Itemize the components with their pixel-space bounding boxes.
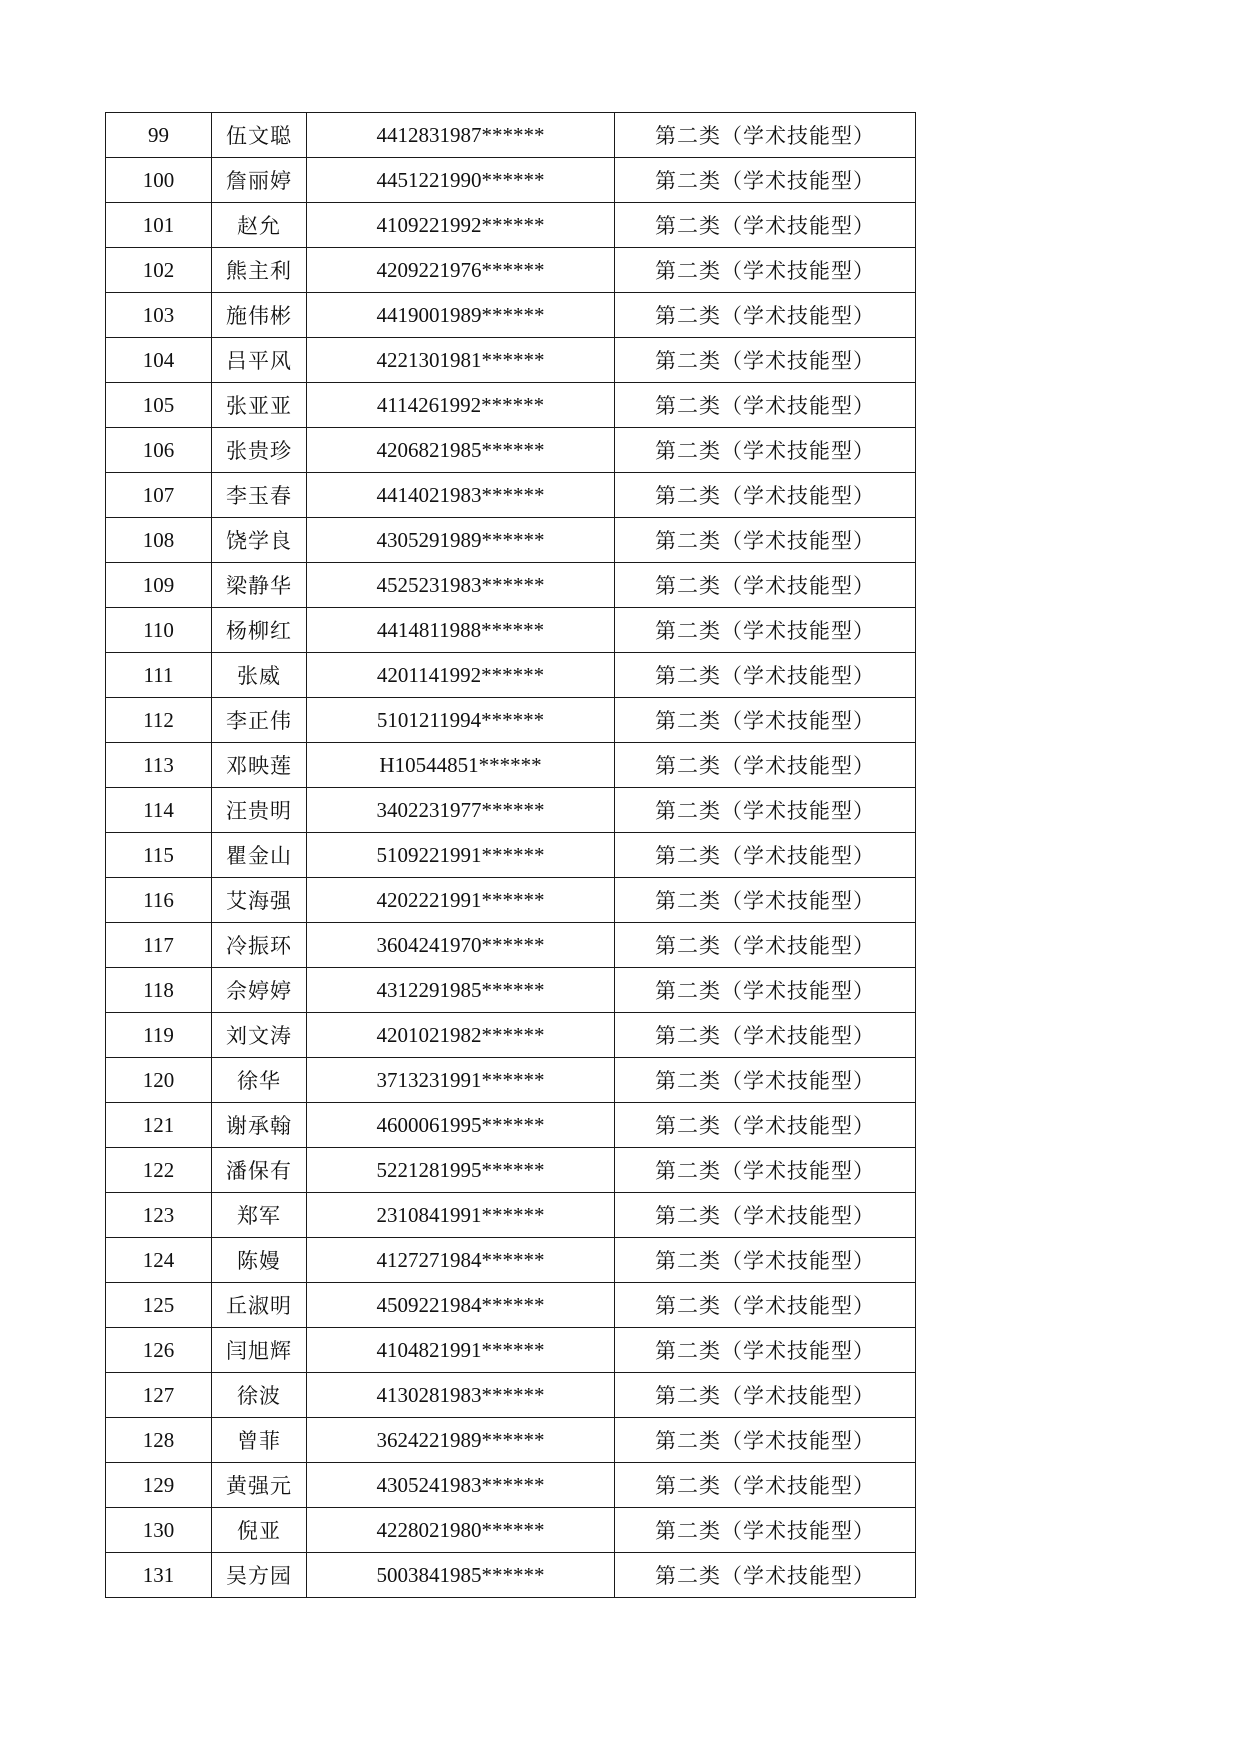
table-row xyxy=(106,1418,916,1463)
cell-category: 第二类（学术技能型） xyxy=(615,293,916,338)
cell-id-number: 4312291985****** xyxy=(307,968,615,1013)
cell-category: 第二类（学术技能型） xyxy=(615,1508,916,1553)
cell-name: 徐波 xyxy=(212,1373,307,1418)
cell-id-number: 4104821991****** xyxy=(307,1328,615,1373)
cell-category: 第二类（学术技能型） xyxy=(615,1013,916,1058)
cell-id-number: 4509221984****** xyxy=(307,1283,615,1328)
cell-number: 104 xyxy=(106,338,212,383)
cell-id-number: 4127271984****** xyxy=(307,1238,615,1283)
cell-name: 艾海强 xyxy=(212,878,307,923)
cell-name: 丘淑明 xyxy=(212,1283,307,1328)
cell-category: 第二类（学术技能型） xyxy=(615,1418,916,1463)
cell-category: 第二类（学术技能型） xyxy=(615,158,916,203)
cell-id-number: 4114261992****** xyxy=(307,383,615,428)
cell-id-number: 3713231991****** xyxy=(307,1058,615,1103)
table-row xyxy=(106,1508,916,1553)
cell-name: 吴方园 xyxy=(212,1553,307,1598)
table-row xyxy=(106,833,916,878)
cell-name: 邓映莲 xyxy=(212,743,307,788)
cell-name: 李玉春 xyxy=(212,473,307,518)
cell-number: 115 xyxy=(106,833,212,878)
cell-category: 第二类（学术技能型） xyxy=(615,248,916,293)
cell-category: 第二类（学术技能型） xyxy=(615,698,916,743)
cell-name: 闫旭辉 xyxy=(212,1328,307,1373)
cell-id-number: 3604241970****** xyxy=(307,923,615,968)
cell-number: 109 xyxy=(106,563,212,608)
cell-name: 张亚亚 xyxy=(212,383,307,428)
table-row xyxy=(106,158,916,203)
cell-id-number: 4414021983****** xyxy=(307,473,615,518)
cell-number: 113 xyxy=(106,743,212,788)
table-row xyxy=(106,1373,916,1418)
cell-category: 第二类（学术技能型） xyxy=(615,1058,916,1103)
cell-id-number: 4201021982****** xyxy=(307,1013,615,1058)
cell-number: 122 xyxy=(106,1148,212,1193)
table-row xyxy=(106,428,916,473)
cell-name: 杨柳红 xyxy=(212,608,307,653)
cell-number: 123 xyxy=(106,1193,212,1238)
cell-name: 饶学良 xyxy=(212,518,307,563)
table-row xyxy=(106,653,916,698)
table-row xyxy=(106,563,916,608)
cell-category: 第二类（学术技能型） xyxy=(615,563,916,608)
cell-name: 刘文涛 xyxy=(212,1013,307,1058)
cell-category: 第二类（学术技能型） xyxy=(615,1553,916,1598)
table-row xyxy=(106,1238,916,1283)
cell-category: 第二类（学术技能型） xyxy=(615,1463,916,1508)
cell-number: 125 xyxy=(106,1283,212,1328)
cell-category: 第二类（学术技能型） xyxy=(615,1103,916,1148)
cell-category: 第二类（学术技能型） xyxy=(615,653,916,698)
table-row xyxy=(106,743,916,788)
cell-name: 汪贵明 xyxy=(212,788,307,833)
cell-category: 第二类（学术技能型） xyxy=(615,473,916,518)
roster-table-body xyxy=(106,113,916,1598)
cell-id-number: 5221281995****** xyxy=(307,1148,615,1193)
cell-number: 124 xyxy=(106,1238,212,1283)
table-row xyxy=(106,113,916,158)
cell-name: 李正伟 xyxy=(212,698,307,743)
table-row xyxy=(106,383,916,428)
cell-name: 伍文聪 xyxy=(212,113,307,158)
cell-name: 潘保有 xyxy=(212,1148,307,1193)
cell-name: 谢承翰 xyxy=(212,1103,307,1148)
cell-category: 第二类（学术技能型） xyxy=(615,833,916,878)
cell-number: 107 xyxy=(106,473,212,518)
roster-table xyxy=(105,112,916,1598)
cell-id-number: 3624221989****** xyxy=(307,1418,615,1463)
cell-name: 施伟彬 xyxy=(212,293,307,338)
table-row xyxy=(106,1103,916,1148)
cell-number: 129 xyxy=(106,1463,212,1508)
cell-number: 116 xyxy=(106,878,212,923)
cell-name: 徐华 xyxy=(212,1058,307,1103)
cell-category: 第二类（学术技能型） xyxy=(615,518,916,563)
cell-name: 瞿金山 xyxy=(212,833,307,878)
table-row xyxy=(106,1148,916,1193)
cell-number: 117 xyxy=(106,923,212,968)
cell-id-number: 4201141992****** xyxy=(307,653,615,698)
cell-number: 121 xyxy=(106,1103,212,1148)
cell-name: 曾菲 xyxy=(212,1418,307,1463)
cell-name: 郑军 xyxy=(212,1193,307,1238)
table-row xyxy=(106,608,916,653)
cell-number: 99 xyxy=(106,113,212,158)
cell-number: 126 xyxy=(106,1328,212,1373)
cell-id-number: 4221301981****** xyxy=(307,338,615,383)
cell-number: 131 xyxy=(106,1553,212,1598)
cell-number: 127 xyxy=(106,1373,212,1418)
cell-id-number: H10544851****** xyxy=(307,743,615,788)
cell-name: 佘婷婷 xyxy=(212,968,307,1013)
cell-id-number: 4412831987****** xyxy=(307,113,615,158)
cell-category: 第二类（学术技能型） xyxy=(615,968,916,1013)
cell-category: 第二类（学术技能型） xyxy=(615,203,916,248)
cell-number: 100 xyxy=(106,158,212,203)
cell-name: 梁静华 xyxy=(212,563,307,608)
cell-number: 108 xyxy=(106,518,212,563)
cell-number: 120 xyxy=(106,1058,212,1103)
cell-id-number: 4130281983****** xyxy=(307,1373,615,1418)
cell-id-number: 4525231983****** xyxy=(307,563,615,608)
cell-id-number: 4600061995****** xyxy=(307,1103,615,1148)
cell-number: 101 xyxy=(106,203,212,248)
cell-name: 詹丽婷 xyxy=(212,158,307,203)
cell-number: 103 xyxy=(106,293,212,338)
table-row xyxy=(106,1013,916,1058)
cell-category: 第二类（学术技能型） xyxy=(615,383,916,428)
cell-category: 第二类（学术技能型） xyxy=(615,788,916,833)
cell-number: 118 xyxy=(106,968,212,1013)
cell-category: 第二类（学术技能型） xyxy=(615,1238,916,1283)
cell-id-number: 5109221991****** xyxy=(307,833,615,878)
table-row xyxy=(106,518,916,563)
table-row xyxy=(106,698,916,743)
cell-category: 第二类（学术技能型） xyxy=(615,1328,916,1373)
table-row xyxy=(106,203,916,248)
cell-name: 倪亚 xyxy=(212,1508,307,1553)
cell-id-number: 5101211994****** xyxy=(307,698,615,743)
table-row xyxy=(106,1058,916,1103)
table-row xyxy=(106,878,916,923)
cell-number: 105 xyxy=(106,383,212,428)
cell-id-number: 4209221976****** xyxy=(307,248,615,293)
table-row xyxy=(106,473,916,518)
cell-number: 112 xyxy=(106,698,212,743)
cell-number: 130 xyxy=(106,1508,212,1553)
table-row xyxy=(106,788,916,833)
cell-category: 第二类（学术技能型） xyxy=(615,428,916,473)
cell-id-number: 4202221991****** xyxy=(307,878,615,923)
table-row xyxy=(106,923,916,968)
cell-id-number: 4305241983****** xyxy=(307,1463,615,1508)
cell-name: 黄强元 xyxy=(212,1463,307,1508)
cell-name: 冷振环 xyxy=(212,923,307,968)
cell-number: 111 xyxy=(106,653,212,698)
table-row xyxy=(106,968,916,1013)
cell-name: 张贵珍 xyxy=(212,428,307,473)
cell-category: 第二类（学术技能型） xyxy=(615,113,916,158)
cell-category: 第二类（学术技能型） xyxy=(615,608,916,653)
cell-id-number: 4109221992****** xyxy=(307,203,615,248)
cell-category: 第二类（学术技能型） xyxy=(615,923,916,968)
table-row xyxy=(106,1283,916,1328)
cell-id-number: 3402231977****** xyxy=(307,788,615,833)
cell-number: 119 xyxy=(106,1013,212,1058)
cell-category: 第二类（学术技能型） xyxy=(615,1148,916,1193)
table-row xyxy=(106,338,916,383)
cell-name: 张威 xyxy=(212,653,307,698)
cell-number: 114 xyxy=(106,788,212,833)
cell-id-number: 4419001989****** xyxy=(307,293,615,338)
cell-number: 128 xyxy=(106,1418,212,1463)
cell-id-number: 2310841991****** xyxy=(307,1193,615,1238)
cell-category: 第二类（学术技能型） xyxy=(615,338,916,383)
cell-name: 吕平风 xyxy=(212,338,307,383)
table-row xyxy=(106,293,916,338)
cell-number: 106 xyxy=(106,428,212,473)
cell-category: 第二类（学术技能型） xyxy=(615,743,916,788)
cell-category: 第二类（学术技能型） xyxy=(615,1193,916,1238)
cell-id-number: 4228021980****** xyxy=(307,1508,615,1553)
cell-id-number: 4305291989****** xyxy=(307,518,615,563)
cell-number: 110 xyxy=(106,608,212,653)
table-row xyxy=(106,1553,916,1598)
cell-id-number: 4451221990****** xyxy=(307,158,615,203)
cell-category: 第二类（学术技能型） xyxy=(615,878,916,923)
cell-category: 第二类（学术技能型） xyxy=(615,1283,916,1328)
cell-id-number: 4414811988****** xyxy=(307,608,615,653)
table-row xyxy=(106,248,916,293)
table-row xyxy=(106,1463,916,1508)
table-row xyxy=(106,1328,916,1373)
cell-number: 102 xyxy=(106,248,212,293)
cell-category: 第二类（学术技能型） xyxy=(615,1373,916,1418)
cell-id-number: 4206821985****** xyxy=(307,428,615,473)
cell-name: 陈嫚 xyxy=(212,1238,307,1283)
table-row xyxy=(106,1193,916,1238)
cell-name: 赵允 xyxy=(212,203,307,248)
cell-name: 熊主利 xyxy=(212,248,307,293)
cell-id-number: 5003841985****** xyxy=(307,1553,615,1598)
